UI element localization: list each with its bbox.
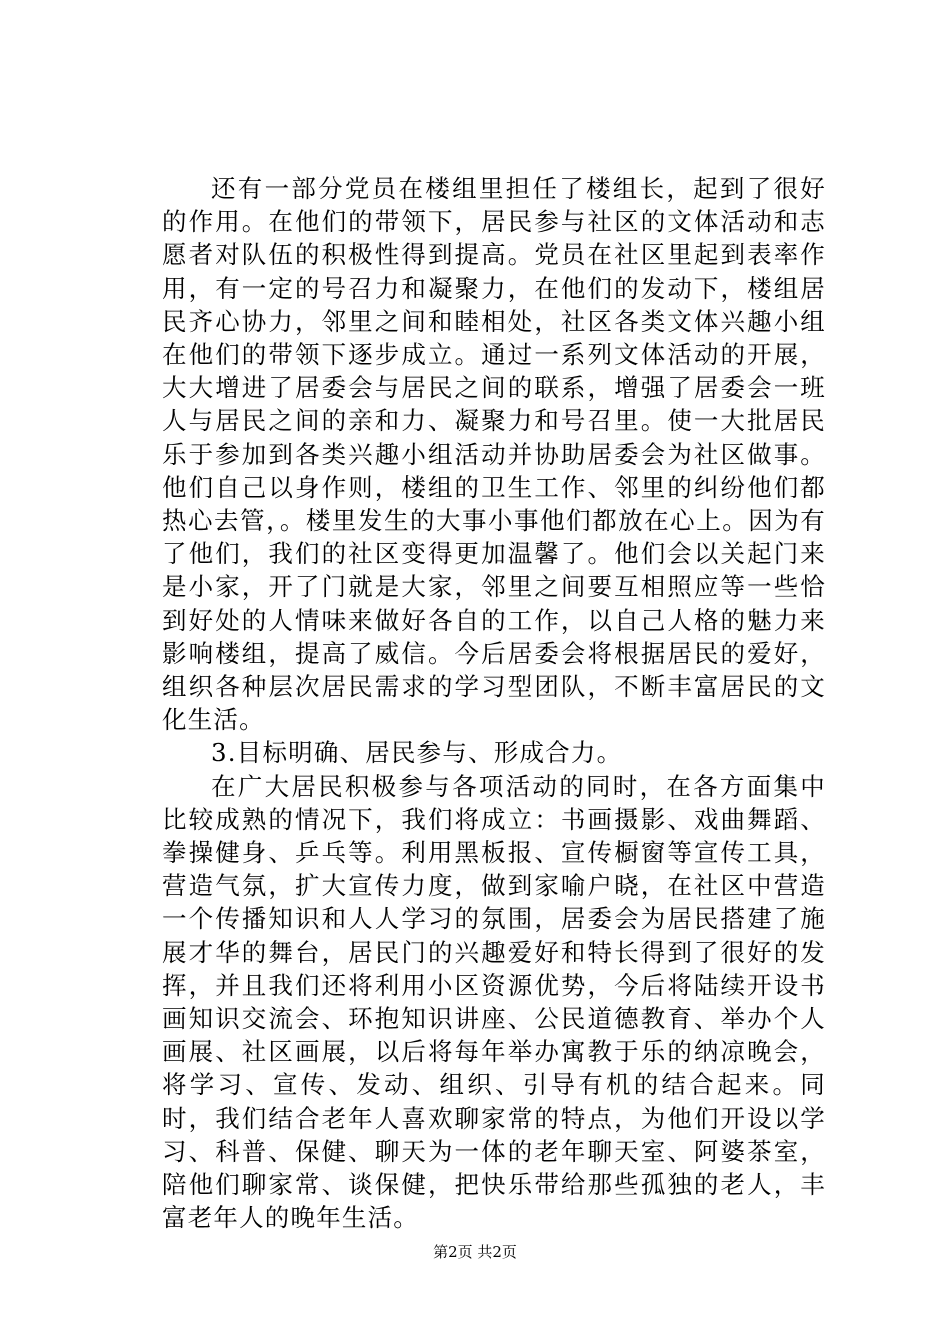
paragraph-party-members: 还有一部分党员在楼组里担任了楼组长，起到了很好的作用。在他们的带领下，居民参与社区的文体活动和志愿者对队伍的积极性得到提高。党员在社区里起到表率作用，有一定的号召力和凝聚力，在他们的发动下，楼组居民齐心协力，邻里之间和睦相处，社区各类文体兴趣小组在他们的带领下逐步成立。通过一系列文体活动的开展，大大增进了居委会与居民之间的联系，增强了居委会一班人与居民之间的亲和力、凝聚力和号召里。使一大批居民乐于参加到各类兴趣小组活动并协助居委会为社区做事。他们自己以身作则，楼组的卫生工作、邻里的纠纷他们都热心去管，。楼里发生的大事小事他们都放在心上。因为有了他们，我们的社区变得更加温馨了。他们会以关起门来是小家，开了门就是大家，邻里之间要互相照应等一些恰到好处的人情味来做好各自的工作，以自己人格的魅力来影响楼组，提高了威信。今后居委会将根据居民的爱好，组织各种层次居民需求的学习型团队，不断丰富居民的文化生活。: [162, 174, 826, 735]
page-number-label: 第2页 共2页: [433, 1243, 517, 1261]
paragraph-activities: 在广大居民积极参与各项活动的同时，在各方面集中比较成熟的情况下，我们将成立：书画摄影、戏曲舞蹈、拳操健身、乒乓等。利用黑板报、宣传橱窗等宣传工具，营造气氛，扩大宣传力度，做到家喻户晓，在社区中营造一个传播知识和人人学习的氛围，居委会为居民搭建了施展才华的舞台，居民门的兴趣爱好和特长得到了很好的发挥，并且我们还将利用小区资源优势，今后将陆续开设书画知识交流会、环抱知识讲座、公民道德教育、举办个人画展、社区画展，以后将每年举办寓教于乐的纳凉晚会，将学习、宣传、发动、组织、引导有机的结合起来。同时，我们结合老年人喜欢聊家常的特点，为他们开设以学习、科普、保健、聊天为一体的老年聊天室、阿婆茶室，陪他们聊家常、谈保健，把快乐带给那些孤独的老人，丰富老年人的晚年生活。: [162, 771, 826, 1233]
page-footer: [0, 1242, 950, 1262]
document-body: [162, 172, 826, 1235]
section-heading-goals: 3.目标明确、居民参与、形成合力。: [211, 738, 623, 768]
